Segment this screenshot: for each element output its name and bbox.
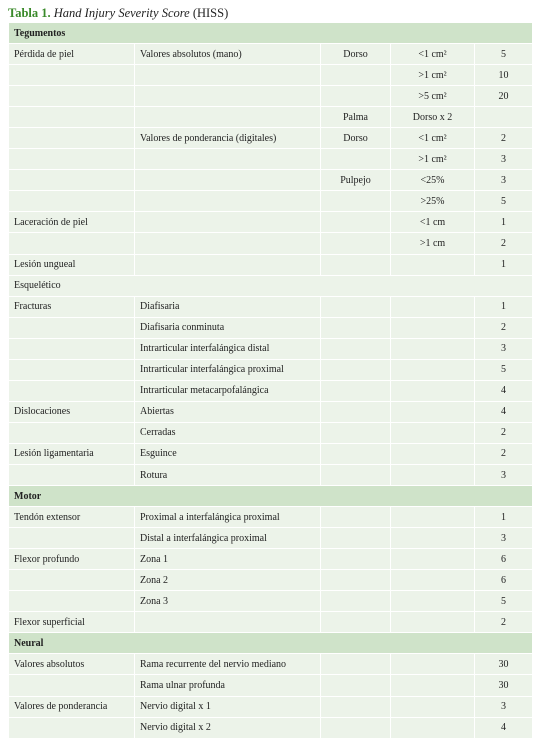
- category-cell: Tendón extensor: [9, 507, 135, 528]
- table-row: [9, 254, 533, 275]
- table-row: [9, 317, 533, 338]
- category-cell: [9, 717, 135, 738]
- location-cell: [321, 443, 391, 464]
- category-cell: Valores absolutos: [9, 654, 135, 675]
- score-cell: 4: [475, 401, 533, 422]
- table-row: [9, 717, 533, 738]
- criterion-cell: Dorso x 2: [391, 107, 475, 128]
- criterion-cell: [391, 696, 475, 717]
- table-row: [9, 86, 533, 107]
- criterion-cell: [391, 338, 475, 359]
- table-row: [9, 549, 533, 570]
- location-cell: [321, 717, 391, 738]
- score-cell: 6: [475, 570, 533, 591]
- location-cell: Dorso: [321, 128, 391, 149]
- table-row: [9, 128, 533, 149]
- category-cell: Pérdida de piel: [9, 44, 135, 65]
- criterion-cell: >1 cm²: [391, 149, 475, 170]
- table-row: [9, 65, 533, 86]
- section-header-row: [9, 633, 533, 654]
- score-cell: 1: [475, 296, 533, 317]
- score-cell: 5: [475, 359, 533, 380]
- subcategory-cell: Proximal a interfalángica proximal: [135, 507, 321, 528]
- location-cell: [321, 422, 391, 443]
- location-cell: [321, 696, 391, 717]
- subcategory-cell: [135, 612, 321, 633]
- category-cell: Dislocaciones: [9, 401, 135, 422]
- criterion-cell: <1 cm²: [391, 128, 475, 149]
- score-cell: 3: [475, 338, 533, 359]
- category-cell: Flexor superficial: [9, 612, 135, 633]
- subcategory-cell: [135, 149, 321, 170]
- criterion-cell: >25%: [391, 191, 475, 212]
- category-cell: Lesión ligamentaria: [9, 443, 135, 464]
- category-cell: Fracturas: [9, 296, 135, 317]
- table-row: [9, 591, 533, 612]
- table-row: [9, 296, 533, 317]
- criterion-cell: <1 cm: [391, 212, 475, 233]
- category-cell: [9, 570, 135, 591]
- subcategory-cell: Cerradas: [135, 422, 321, 443]
- subcategory-cell: [135, 86, 321, 107]
- score-cell: 1: [475, 212, 533, 233]
- criterion-cell: >5 cm²: [391, 86, 475, 107]
- category-cell: [9, 675, 135, 696]
- category-cell: Valores de ponderancia: [9, 696, 135, 717]
- table-caption: [8, 5, 228, 21]
- subcategory-cell: Intrarticular interfalángica distal: [135, 338, 321, 359]
- category-cell: [9, 338, 135, 359]
- category-cell: Flexor profundo: [9, 549, 135, 570]
- location-cell: [321, 65, 391, 86]
- subcategory-cell: Diafisaria: [135, 296, 321, 317]
- table-row: [9, 654, 533, 675]
- criterion-cell: [391, 443, 475, 464]
- table-row: [9, 107, 533, 128]
- location-cell: [321, 296, 391, 317]
- criterion-cell: [391, 612, 475, 633]
- score-cell: 5: [475, 44, 533, 65]
- score-cell: 6: [475, 549, 533, 570]
- section-header-row: [9, 486, 533, 507]
- location-cell: [321, 654, 391, 675]
- table-row: [9, 149, 533, 170]
- criterion-cell: [391, 401, 475, 422]
- section-header-row: [9, 23, 533, 44]
- criterion-cell: [391, 422, 475, 443]
- subcategory-cell: [135, 65, 321, 86]
- score-cell: 30: [475, 654, 533, 675]
- criterion-cell: [391, 549, 475, 570]
- category-cell: [9, 422, 135, 443]
- table-row: [9, 443, 533, 464]
- score-cell: 1: [475, 254, 533, 275]
- score-cell: 2: [475, 612, 533, 633]
- score-cell: 2: [475, 443, 533, 464]
- score-cell: 2: [475, 317, 533, 338]
- table-row: [9, 44, 533, 65]
- subcategory-cell: Valores de ponderancia (digitales): [135, 128, 321, 149]
- score-cell: 2: [475, 128, 533, 149]
- category-cell: [9, 528, 135, 549]
- subcategory-cell: Rotura: [135, 464, 321, 485]
- table-row: [9, 675, 533, 696]
- score-cell: 30: [475, 675, 533, 696]
- category-cell: [9, 170, 135, 191]
- criterion-cell: [391, 296, 475, 317]
- score-cell: 4: [475, 380, 533, 401]
- table-row: [9, 422, 533, 443]
- criterion-cell: <1 cm²: [391, 44, 475, 65]
- subcategory-cell: [135, 170, 321, 191]
- subcategory-cell: Nervio digital x 2: [135, 717, 321, 738]
- table-row: [9, 464, 533, 485]
- subcategory-cell: [135, 191, 321, 212]
- location-cell: [321, 359, 391, 380]
- category-cell: [9, 464, 135, 485]
- score-cell: 3: [475, 170, 533, 191]
- location-cell: [321, 191, 391, 212]
- score-cell: 3: [475, 149, 533, 170]
- location-cell: [321, 233, 391, 254]
- score-cell: 10: [475, 65, 533, 86]
- location-cell: [321, 149, 391, 170]
- location-cell: [321, 464, 391, 485]
- subcategory-cell: [135, 233, 321, 254]
- criterion-cell: [391, 591, 475, 612]
- location-cell: [321, 380, 391, 401]
- location-cell: [321, 528, 391, 549]
- criterion-cell: [391, 254, 475, 275]
- table-row: [9, 359, 533, 380]
- criterion-cell: [391, 464, 475, 485]
- criterion-cell: >1 cm²: [391, 65, 475, 86]
- caption-title: Hand Injury Severity Score: [53, 6, 190, 20]
- table-row: [9, 696, 533, 717]
- table-row: [9, 233, 533, 254]
- table-row: [9, 401, 533, 422]
- criterion-cell: [391, 717, 475, 738]
- criterion-cell: [391, 654, 475, 675]
- table-row: [9, 528, 533, 549]
- location-cell: [321, 401, 391, 422]
- subcategory-cell: Esguince: [135, 443, 321, 464]
- category-cell: [9, 107, 135, 128]
- score-cell: 2: [475, 422, 533, 443]
- subcategory-cell: Distal a interfalángica proximal: [135, 528, 321, 549]
- hiss-table: [8, 22, 533, 739]
- score-cell: 3: [475, 528, 533, 549]
- category-cell: [9, 359, 135, 380]
- subcategory-cell: Valores absolutos (mano): [135, 44, 321, 65]
- score-cell: 5: [475, 591, 533, 612]
- subcategory-cell: Rama recurrente del nervio mediano: [135, 654, 321, 675]
- location-cell: [321, 612, 391, 633]
- subcategory-cell: Zona 2: [135, 570, 321, 591]
- category-cell: [9, 65, 135, 86]
- score-cell: [475, 107, 533, 128]
- criterion-cell: [391, 528, 475, 549]
- score-cell: 3: [475, 464, 533, 485]
- category-cell: Laceración de piel: [9, 212, 135, 233]
- subcategory-cell: Intrarticular metacarpofalángica: [135, 380, 321, 401]
- table-row: [9, 170, 533, 191]
- caption-label: Tabla 1.: [8, 6, 51, 20]
- caption-abbr: (HISS): [192, 6, 229, 20]
- criterion-cell: [391, 570, 475, 591]
- location-cell: [321, 338, 391, 359]
- table-row: [9, 380, 533, 401]
- subcategory-cell: Zona 3: [135, 591, 321, 612]
- location-cell: [321, 549, 391, 570]
- subcategory-cell: Abiertas: [135, 401, 321, 422]
- category-cell: [9, 191, 135, 212]
- subcategory-cell: Zona 1: [135, 549, 321, 570]
- score-cell: 3: [475, 696, 533, 717]
- category-cell: Lesión ungueal: [9, 254, 135, 275]
- subcategory-cell: [135, 107, 321, 128]
- subcategory-cell: [135, 254, 321, 275]
- subcategory-cell: Intrarticular interfalángica proximal: [135, 359, 321, 380]
- location-cell: [321, 507, 391, 528]
- category-cell: [9, 591, 135, 612]
- category-cell: [9, 380, 135, 401]
- subcategory-cell: Rama ulnar profunda: [135, 675, 321, 696]
- table-row: [9, 338, 533, 359]
- subcategory-cell: Nervio digital x 1: [135, 696, 321, 717]
- section-title: Neural: [9, 633, 533, 654]
- category-cell: [9, 149, 135, 170]
- location-cell: Pulpejo: [321, 170, 391, 191]
- criterion-cell: [391, 675, 475, 696]
- location-cell: [321, 570, 391, 591]
- table-row: [9, 612, 533, 633]
- table-row: [9, 570, 533, 591]
- section-title: Tegumentos: [9, 23, 533, 44]
- criterion-cell: [391, 507, 475, 528]
- score-cell: 20: [475, 86, 533, 107]
- location-cell: [321, 86, 391, 107]
- category-cell: [9, 128, 135, 149]
- location-cell: [321, 591, 391, 612]
- location-cell: [321, 254, 391, 275]
- location-cell: Palma: [321, 107, 391, 128]
- location-cell: [321, 212, 391, 233]
- section-title: Motor: [9, 486, 533, 507]
- score-cell: 2: [475, 233, 533, 254]
- table-row: [9, 191, 533, 212]
- score-cell: 1: [475, 507, 533, 528]
- score-cell: 5: [475, 191, 533, 212]
- section-title: Esquelético: [9, 275, 533, 296]
- criterion-cell: [391, 359, 475, 380]
- score-cell: 4: [475, 717, 533, 738]
- section-header-row: [9, 275, 533, 296]
- criterion-cell: [391, 380, 475, 401]
- subcategory-cell: [135, 212, 321, 233]
- subcategory-cell: Diafisaria conminuta: [135, 317, 321, 338]
- location-cell: Dorso: [321, 44, 391, 65]
- criterion-cell: >1 cm: [391, 233, 475, 254]
- table-row: [9, 212, 533, 233]
- table-row: [9, 507, 533, 528]
- location-cell: [321, 317, 391, 338]
- category-cell: [9, 317, 135, 338]
- category-cell: [9, 86, 135, 107]
- criterion-cell: [391, 317, 475, 338]
- criterion-cell: <25%: [391, 170, 475, 191]
- category-cell: [9, 233, 135, 254]
- location-cell: [321, 675, 391, 696]
